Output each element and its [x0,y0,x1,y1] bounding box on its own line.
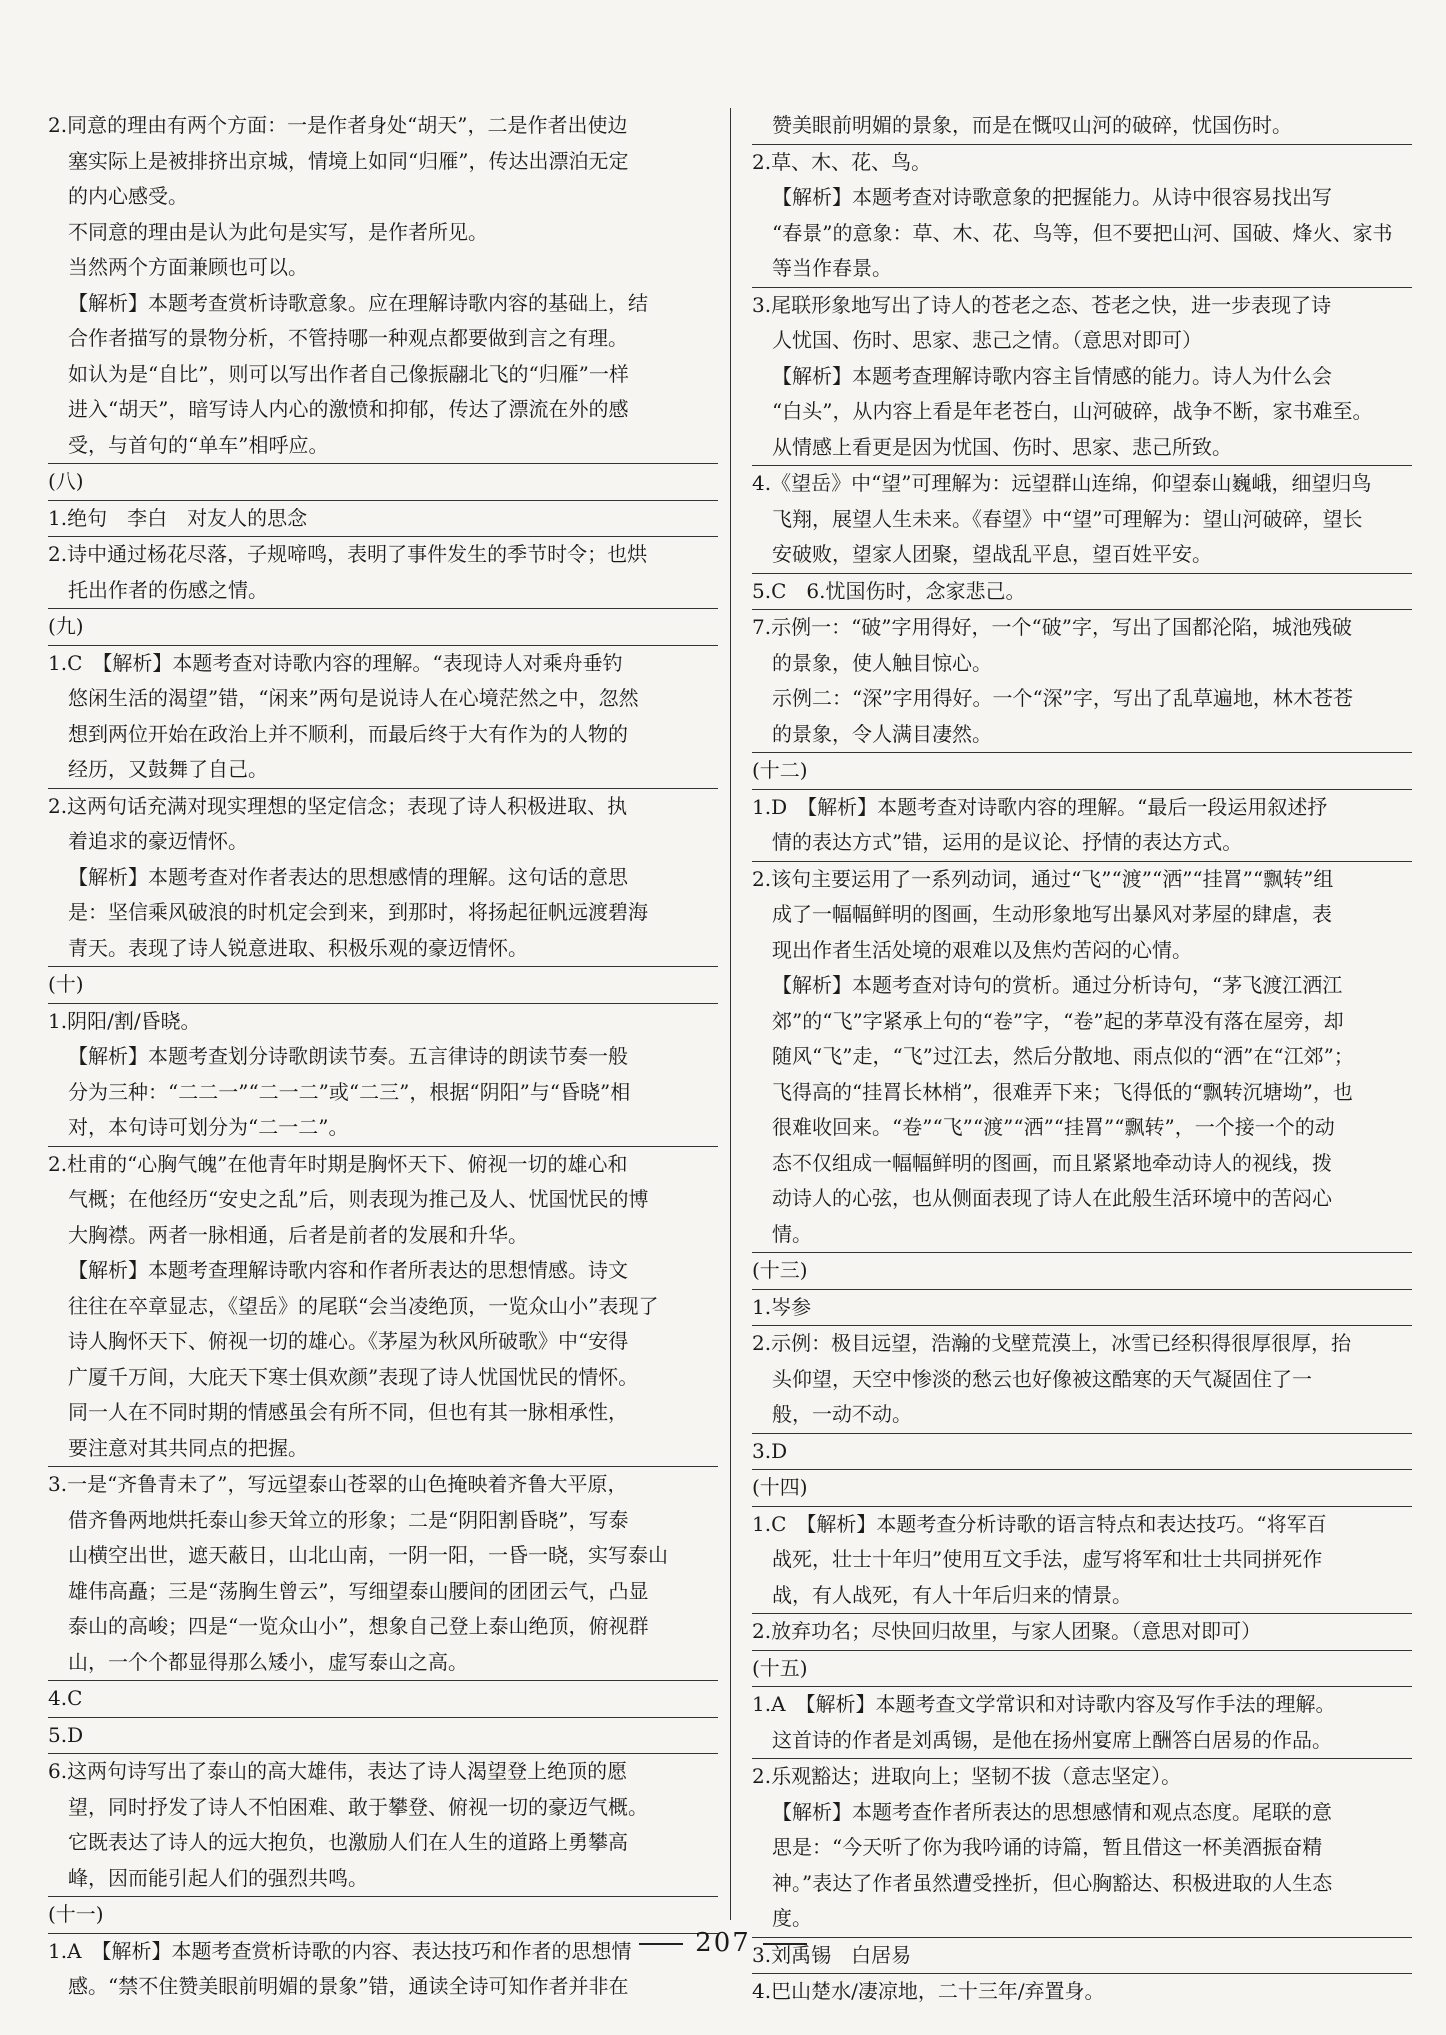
answer-line: 泰山的高峻；四是“一览众山小”，想象自己登上泰山绝顶，俯视群 [68,1614,649,1638]
answer-line: 【解析】本题考查赏析诗歌意象。应在理解诗歌内容的基础上，结 [68,290,648,315]
answer-line: 1.A 【解析】本题考查赏析诗歌的内容、表达技巧和作者的思想情 [48,1938,632,1963]
answer-line: 【解析】本题考查划分诗歌朗读节奏。五言律诗的朗读节奏一般 [68,1044,628,1068]
right-answer-row [752,1252,1412,1289]
answer-line: (八) [48,469,84,493]
answer-line: “春景”的意象：草、木、花、鸟等，但不要把山河、国破、烽火、家书 [772,220,1393,245]
answer-line: 5.D [48,1722,84,1747]
answer-line: 往往在卒章显志，《望岳》的尾联“会当凌绝顶，一览众山小”表现了 [68,1293,659,1318]
page-number: 207 [695,1928,751,1958]
left-answer-row [48,1717,718,1754]
answer-line: 要注意对其共同点的把握。 [68,1435,308,1460]
answer-line: 情的表达方式”错，运用的是议论、抒情的表达方式。 [772,830,1243,854]
answer-line: 郊”的“飞”字紧承上句的“卷”字，“卷”起的茅草没有落在屋旁，却 [772,1008,1344,1033]
answer-line: 2.示例：极目远望，浩瀚的戈壁荒漠上，冰雪已经积得很厚很厚，抬 [752,1331,1352,1355]
answer-line: 【解析】本题考查对诗歌意象的把握能力。从诗中很容易找出写 [772,185,1332,209]
answer-line: 神。”表达了作者虽然遭受挫折，但心胸豁达、积极进取的人生态 [772,1870,1333,1895]
answer-line: (十四) [752,1475,808,1499]
answer-line: 战，有人战死，有人十年后归来的情景。 [772,1582,1132,1607]
answer-line: 现出作者生活处境的艰难以及焦灼苦闷的心情。 [772,937,1192,962]
answer-line: 2.草、木、花、鸟。 [752,149,932,174]
right-answer-row [752,609,1412,752]
answer-line: 2.诗中通过杨花尽落，子规啼鸣，表明了事件发生的季节时令；也烘 [48,542,648,566]
answer-line: 很难收回来。“卷”“飞”“渡”“洒”“挂罥”“飘转”，一个接一个的动 [772,1115,1335,1139]
answer-line: 2.杜甫的“心胸气魄”在他青年时期是胸怀天下、俯视一切的雄心和 [48,1151,628,1176]
answer-line: 对，本句诗可划分为“二一二”。 [68,1115,349,1139]
answer-line: 1.绝句 李白 对友人的思念 [48,505,308,530]
left-answer-row [48,1003,718,1146]
answer-line: 2.同意的理由有两个方面：一是作者身处“胡天”，二是作者出使边 [48,113,628,137]
answer-line: 4.《望岳》中“望”可理解为：远望群山连绵，仰望泰山巍峨，细望归鸟 [752,471,1372,495]
page-footer [0,1928,1446,1958]
answer-line: 的内心感受。 [68,184,188,208]
answer-line: 度。 [772,1906,812,1930]
answer-line: 着追求的豪迈情怀。 [68,829,248,853]
right-answer-row [752,287,1412,466]
answer-line: 飞得高的“挂罥长林梢”，很难弄下来；飞得低的“飘转沉塘坳”，也 [772,1079,1353,1104]
right-answer-row [752,465,1412,573]
answer-line: 4.巴山楚水/凄凉地，二十三年/弃置身。 [752,1979,1105,2003]
answer-line: 1.A 【解析】本题考查文学常识和对诗歌内容及写作手法的理解。 [752,1692,1336,1716]
answer-line: (十一) [48,1902,104,1926]
right-answer-row [752,1973,1412,2010]
answer-line: 诗人胸怀天下、俯视一切的雄心。《茅屋为秋风所破歌》中“安得 [68,1329,629,1353]
right-answer-row [752,573,1412,610]
answer-line: 的景象，使人触目惊心。 [772,650,992,675]
right-answer-row [752,108,1412,144]
answer-line: 5.C 6.忧国伤时，念家悲己。 [752,578,1026,603]
answer-line: 托出作者的伤感之情。 [68,577,268,602]
answer-line: 3.尾联形象地写出了诗人的苍老之态、苍老之快，进一步表现了诗 [752,292,1332,317]
answer-line: 1.C 【解析】本题考查分析诗歌的语言特点和表达技巧。“将军百 [752,1511,1327,1536]
right-answer-row [752,1686,1412,1758]
answer-line: 的景象，令人满目凄然。 [772,721,992,746]
answer-line: 合作者描写的景物分析，不管持哪一种观点都要做到言之有理。 [68,326,628,350]
answer-line: (十二) [752,758,808,782]
answer-line: 人忧国、伤时、思家、悲己之情。（意思对即可） [772,328,1202,352]
answer-line: 分为三种：“二二一”“二一二”或“二三”，根据“阴阳”与“昏晓”相 [68,1079,631,1104]
answer-line: 2.这两句话充满对现实理想的坚定信念；表现了诗人积极进取、执 [48,793,628,818]
answer-line: 受，与首句的“单车”相呼应。 [68,432,329,457]
answer-line: 悠闲生活的渴望”错，“闲来”两句是说诗人在心境茫然之中，忽然 [68,686,639,710]
answer-line: 战死，壮士十年归”使用互文手法，虚写将军和壮士共同拼死作 [772,1547,1323,1571]
answer-line: 它既表达了诗人的远大抱负，也激励人们在人生的道路上勇攀高 [68,1830,628,1854]
answer-line: 【解析】本题考查理解诗歌内容主旨情感的能力。诗人为什么会 [772,363,1332,388]
answer-line: 7.示例一：“破”字用得好，一个“破”字，写出了国都沦陷，城池残破 [752,615,1352,639]
answer-line: 青天。表现了诗人锐意进取、积极乐观的豪迈情怀。 [68,935,528,960]
answer-line: 2.放弃功名；尽快回归故里，与家人团聚。（意思对即可） [752,1619,1262,1643]
answer-line: 思是：“今天听了你为我吟诵的诗篇，暂且借这一杯美酒振奋精 [772,1835,1323,1859]
answer-line: 般，一动不动。 [772,1402,912,1426]
footer-dash-right [763,1943,807,1945]
right-answer-row [752,1289,1412,1326]
answer-line: 进入“胡天”，暗写诗人内心的激愤和抑郁，传达了漂流在外的感 [68,397,629,421]
left-answer-row [48,645,718,788]
answer-line: 安破败，望家人团聚，望战乱平息，望百姓平安。 [772,542,1212,566]
left-answer-row [48,966,718,1003]
answer-line: 6.这两句诗写出了泰山的高大雄伟，表达了诗人渴望登上绝顶的愿 [48,1759,628,1783]
right-answer-row [752,1506,1412,1614]
answer-line: 态不仅组成一幅幅鲜明的图画，而且紧紧地牵动诗人的视线，拨 [772,1150,1332,1175]
right-answer-row [752,1433,1412,1470]
right-answer-row [752,1469,1412,1506]
right-answer-row [752,861,1412,1253]
answer-line: 赞美眼前明媚的景象，而是在慨叹山河的破碎，忧国伤时。 [772,113,1292,137]
answer-line: 【解析】本题考查对诗句的赏析。通过分析诗句，“茅飞渡江洒江 [772,973,1343,997]
right-answer-row [752,144,1412,287]
right-column [742,108,1412,2010]
answer-line: 随风“飞”走，“飞”过江去，然后分散地、雨点似的“洒”在“江郊”； [772,1044,1354,1068]
left-answer-row [48,1680,718,1717]
left-answer-row [48,500,718,537]
right-answer-row [752,752,1412,789]
left-answer-row [48,536,718,608]
answer-line: 大胸襟。两者一脉相通，后者是前者的发展和升华。 [68,1222,528,1247]
answer-line: 想到两位开始在政治上并不顺利，而最后终于大有作为的人物的 [68,721,628,746]
left-answer-row [48,463,718,500]
answer-line: 望，同时抒发了诗人不怕困难、敢于攀登、俯视一切的豪迈气概。 [68,1794,648,1819]
answer-line: 动诗人的心弦，也从侧面表现了诗人在此般生活环境中的苦闷心 [772,1186,1332,1210]
answer-line: 1.阴阳/割/昏晓。 [48,1008,201,1033]
answer-line: 从情感上看更是因为忧国、伤时、思家、悲己所致。 [772,434,1232,459]
right-answer-row [752,1325,1412,1433]
left-answer-row [48,1753,718,1896]
answer-line: 2.该句主要运用了一系列动词，通过“飞”“渡”“洒”“挂罥”“飘转”组 [752,866,1334,891]
left-answer-row [48,1146,718,1467]
answer-line: 3.刘禹锡 白居易 [752,1942,912,1967]
answer-line: 1.岑参 [752,1294,812,1319]
answer-line: 等当作春景。 [772,256,892,280]
answer-line: (十) [48,972,84,996]
answer-line: 【解析】本题考查对作者表达的思想感情的理解。这句话的意思 [68,864,628,889]
answer-line: “白头”，从内容上看是年老苍白，山河破碎，战争不断，家书难至。 [772,399,1373,423]
answer-line: (十五) [752,1655,808,1680]
right-answer-row [752,789,1412,861]
left-column [48,108,734,2005]
answer-line: 如认为是“自比”，则可以写出作者自己像振翮北飞的“归雁”一样 [68,361,629,386]
answer-line: 4.C [48,1686,83,1710]
answer-line: 峰，因而能引起人们的强烈共鸣。 [68,1865,368,1890]
left-answer-row [48,608,718,645]
answer-line: 当然两个方面兼顾也可以。 [68,255,308,279]
answer-line: 情。 [772,1221,812,1246]
left-answer-row [48,1466,718,1680]
answer-line: 示例二：“深”字用得好。一个“深”字，写出了乱草遍地，林木苍苍 [772,686,1353,710]
answer-line: 雄伟高矗；三是“荡胸生曾云”，写细望泰山腰间的团团云气，凸显 [68,1578,649,1603]
answer-line: 3.一是“齐鲁青未了”，写远望泰山苍翠的山色掩映着齐鲁大平原， [48,1472,628,1496]
answer-line: 是：坚信乘风破浪的时机定会到来，到那时，将扬起征帆远渡碧海 [68,900,648,924]
answer-line: 广厦千万间，大庇天下寒士俱欢颜”表现了诗人忧国忧民的情怀。 [68,1364,639,1389]
right-answer-row [752,1613,1412,1650]
answer-line: 头仰望，天空中惨淡的愁云也好像被这酷寒的天气凝固住了一 [772,1366,1312,1391]
answer-line: (九) [48,614,84,638]
answer-line: 同一人在不同时期的情感虽会有所不同，但也有其一脉相承性， [68,1400,628,1424]
answer-line: 飞翔，展望人生未来。《春望》中“望”可理解为：望山河破碎，望长 [772,506,1363,531]
answer-line: 3.D [752,1438,788,1463]
answer-line: 山横空出世，遮天蔽日，山北山南，一阴一阳，一昏一晓，实写泰山 [68,1543,668,1567]
answer-line: 感。“禁不住赞美眼前明媚的景象”错，通读全诗可知作者并非在 [68,1974,629,1998]
answer-line: 塞实际上是被排挤出京城，情境上如同“归雁”，传达出漂泊无定 [68,148,629,173]
answer-line: 山，一个个都显得那么矮小，虚写泰山之高。 [68,1649,468,1674]
left-answer-row [48,788,718,967]
answer-line: 成了一幅幅鲜明的图画，生动形象地写出暴风对茅屋的肆虐，表 [772,902,1332,926]
answer-line: 气概；在他经历“安史之乱”后，则表现为推己及人、忧国忧民的博 [68,1187,649,1211]
column-divider [730,108,731,1920]
answer-line: 【解析】本题考查理解诗歌内容和作者所表达的思想情感。诗文 [68,1258,628,1282]
answer-line: 2.乐观豁达；进取向上；坚韧不拔（意志坚定）。 [752,1764,1182,1788]
answer-line: 借齐鲁两地烘托泰山参天耸立的形象；二是“阴阳割昏晓”，写泰 [68,1507,629,1532]
left-answer-row [48,108,718,463]
answer-line: 1.C 【解析】本题考查对诗歌内容的理解。“表现诗人对乘舟垂钓 [48,650,623,675]
answer-line: 【解析】本题考查作者所表达的思想感情和观点态度。尾联的意 [772,1799,1332,1824]
answer-line: 经历，又鼓舞了自己。 [68,757,268,781]
answer-line: 不同意的理由是认为此句是实写，是作者所见。 [68,219,488,244]
answer-line: 这首诗的作者是刘禹锡，是他在扬州宴席上酬答白居易的作品。 [772,1727,1332,1752]
answer-line: (十三) [752,1258,808,1282]
answer-line: 1.D 【解析】本题考查对诗歌内容的理解。“最后一段运用叙述抒 [752,794,1328,819]
right-answer-row [752,1758,1412,1937]
right-answer-row [752,1650,1412,1687]
footer-dash-left [639,1943,683,1945]
